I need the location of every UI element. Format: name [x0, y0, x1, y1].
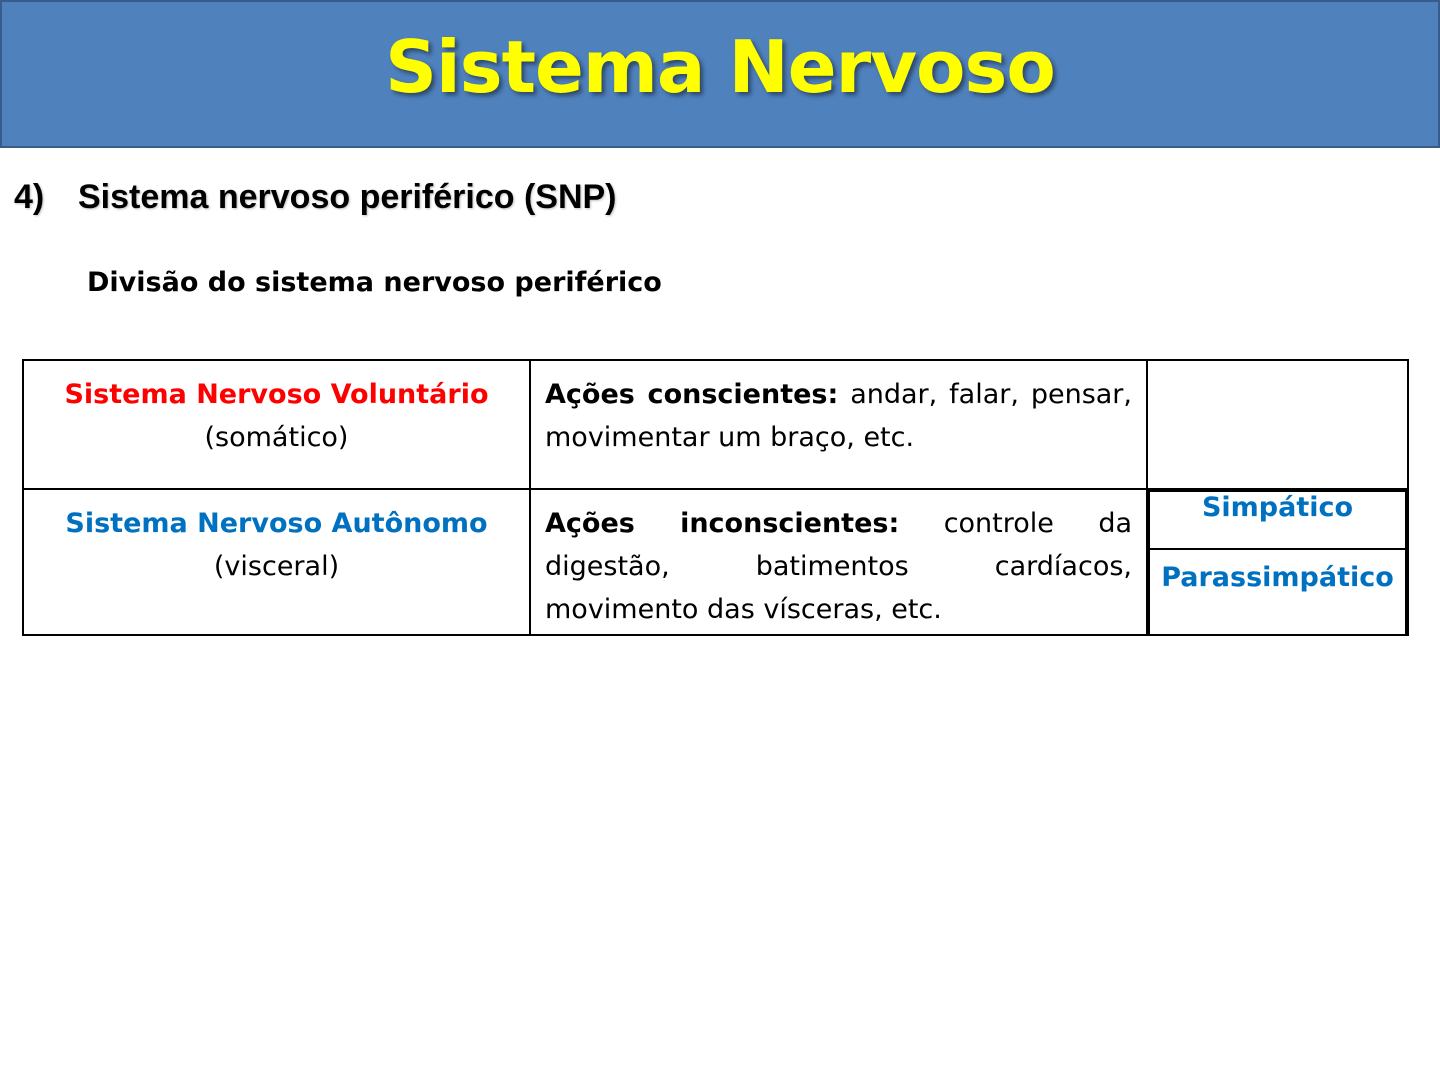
description-label: Ações inconscientes: [545, 508, 900, 539]
section-number: 4) [14, 178, 45, 216]
section-heading [14, 178, 617, 217]
system-description-cell [530, 360, 1147, 489]
description-text: andar, falar, pensar, movimentar um braço, etc. [545, 379, 1132, 453]
title-banner [0, 0, 1440, 148]
subtitle: Divisão do sistema nervoso periférico [87, 267, 662, 298]
subdivision-parasympathetic: Parassimpático [1149, 549, 1406, 634]
system-name-cell [23, 489, 530, 635]
description-label: Ações conscientes: [545, 379, 839, 410]
system-name: Sistema Nervoso Autônomo [65, 508, 488, 539]
table-row [23, 360, 1408, 489]
system-name-cell [23, 360, 530, 489]
slide-title: Sistema Nervoso [385, 25, 1055, 109]
division-table [22, 359, 1409, 636]
system-qualifier: (visceral) [213, 551, 340, 582]
table-row [23, 489, 1408, 635]
subdivision-list [1148, 490, 1407, 634]
section-title: Sistema nervoso periférico (SNP) [78, 178, 617, 216]
system-description-cell [530, 489, 1147, 635]
subdivision-cell [1147, 489, 1408, 635]
description-text: controle da digestão, batimentos cardíacos, movimento das vísceras, etc. [545, 508, 1132, 625]
subdivision-sympathetic: Simpático [1149, 491, 1406, 549]
subdivision-cell-empty [1147, 360, 1408, 489]
system-qualifier: (somático) [204, 422, 349, 453]
system-name: Sistema Nervoso Voluntário [64, 379, 489, 410]
